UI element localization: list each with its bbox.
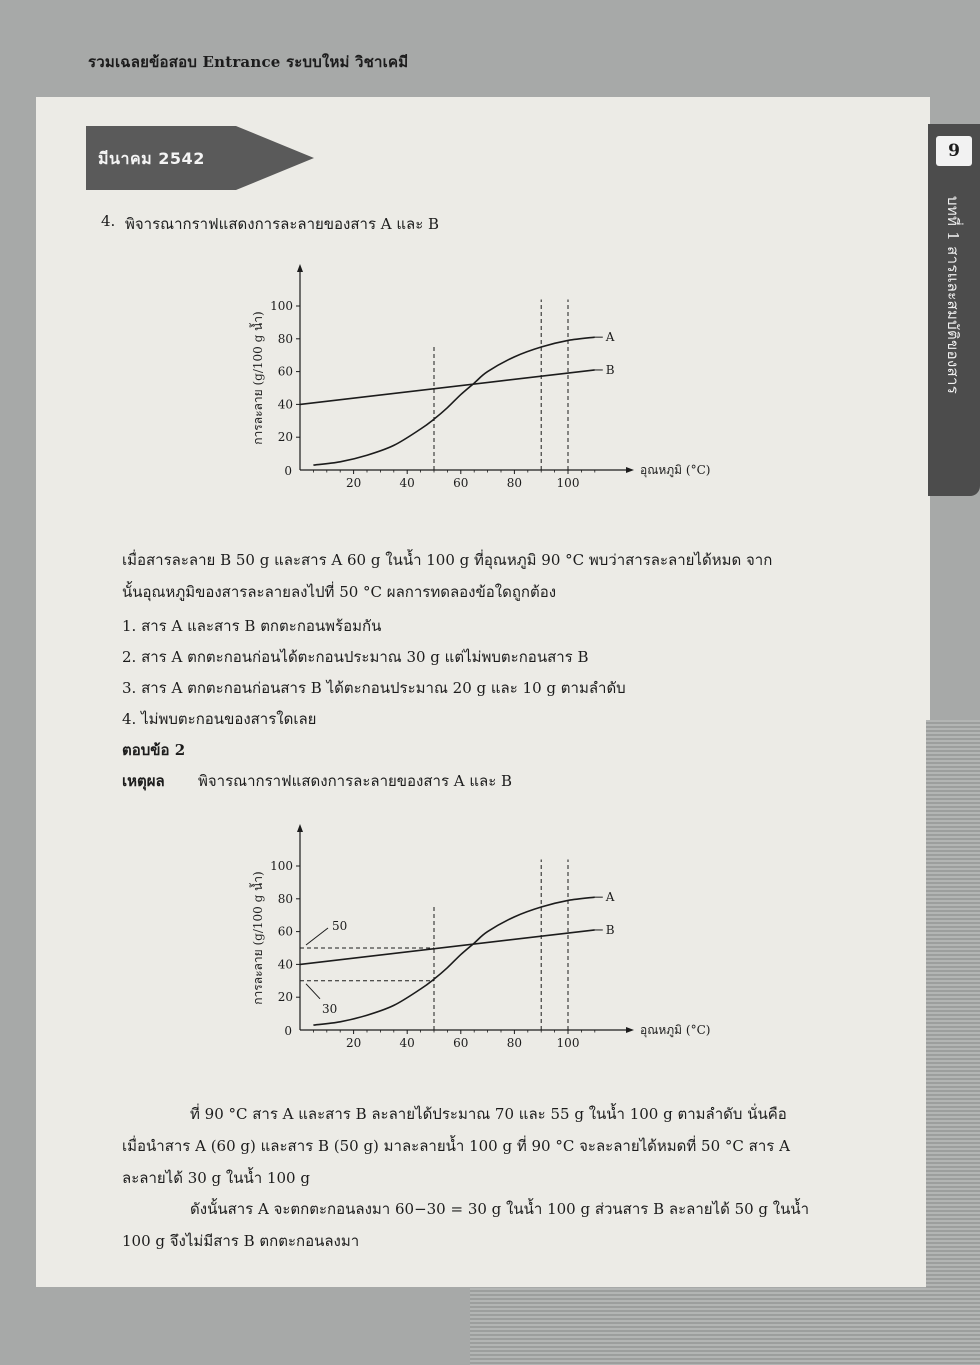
series-line-B <box>300 370 595 404</box>
explanation-line-2: เมื่อนำสาร A (60 g) และสาร B (50 g) มาละลายน้ำ 100 g ที่ 90 °C จะละลายได้หมดที่ 50 °C สาร A <box>122 1137 790 1155</box>
x-axis-arrow <box>626 1027 634 1033</box>
x-tick-label: 20 <box>345 476 362 490</box>
annotation-pointer <box>306 928 328 945</box>
annotation-label-50: 50 <box>332 919 348 933</box>
reason-label: เหตุผล <box>122 772 165 790</box>
question-body-line-2: นั้นอุณหภูมิของสารละลายลงไปที่ 50 °C ผลการทดลองข้อใดถูกต้อง <box>122 583 557 601</box>
y-tick-label: 80 <box>277 331 293 346</box>
page-number: 9 <box>936 136 972 166</box>
section-tag <box>86 126 314 190</box>
question-number: 4. <box>101 212 116 230</box>
y-tick-label: 80 <box>277 891 293 906</box>
running-header: รวมเฉลยข้อสอบ Entrance ระบบใหม่ วิชาเคมี <box>88 53 409 71</box>
choice-1: 1. สาร A และสาร B ตกตะกอนพร้อมกัน <box>122 617 382 635</box>
y-tick-label: 40 <box>277 397 293 412</box>
origin-label: 0 <box>284 1024 292 1038</box>
x-tick-label: 40 <box>399 476 415 490</box>
explanation-line-5: 100 g จึงไม่มีสาร B ตกตะกอนลงมา <box>122 1232 360 1250</box>
y-tick-label: 60 <box>277 924 293 939</box>
series-label-B: B <box>605 922 615 937</box>
explanation-line-4: ดังนั้นสาร A จะตกตะกอนลงมา 60−30 = 30 g ในน้ำ 100 g ส่วนสาร B ละลายได้ 50 g ในน้ำ <box>190 1200 810 1218</box>
series-label-B: B <box>605 362 615 377</box>
x-tick-label: 100 <box>556 1036 580 1050</box>
question-body-line-1: เมื่อสารละลาย B 50 g และสาร A 60 g ในน้ำ 100 g ที่อุณหภูมิ 90 °C พบว่าสารละลายได้หมด จาก <box>122 551 773 569</box>
question-intro: พิจารณากราฟแสดงการละลายของสาร A และ B <box>125 215 440 233</box>
y-axis-arrow <box>297 824 303 832</box>
y-tick-label: 100 <box>270 299 293 313</box>
answer-label: ตอบข้อ 2 <box>122 741 186 759</box>
x-tick-label: 100 <box>556 476 580 490</box>
x-tick-label: 40 <box>399 1036 415 1050</box>
annotation-label-30: 30 <box>322 1001 338 1016</box>
y-tick-label: 40 <box>277 957 293 972</box>
x-axis-title: อุณหภูมิ (°C) <box>640 463 711 477</box>
x-axis-title: อุณหภูมิ (°C) <box>640 1023 711 1037</box>
series-line-A <box>313 337 594 465</box>
x-tick-label: 60 <box>453 1036 469 1050</box>
explanation-line-1: ที่ 90 °C สาร A และสาร B ละลายได้ประมาณ 70 และ 55 g ในน้ำ 100 g ตามลำดับ นั่นคือ <box>190 1105 787 1123</box>
series-line-B <box>300 930 595 964</box>
origin-label: 0 <box>284 464 292 478</box>
explanation-line-3: ละลายได้ 30 g ในน้ำ 100 g <box>122 1169 310 1187</box>
y-tick-label: 20 <box>277 430 293 445</box>
y-axis-arrow <box>297 264 303 272</box>
series-line-A <box>313 897 594 1025</box>
decorative-stripes-right <box>926 720 980 1365</box>
choice-2: 2. สาร A ตกตะกอนก่อนได้ตะกอนประมาณ 30 g แต่ไม่พบตะกอนสาร B <box>122 648 589 666</box>
y-axis-title: การละลาย (g/100 g น้ำ) <box>251 871 265 1005</box>
y-tick-label: 60 <box>277 364 293 379</box>
decorative-stripes-bottom <box>470 1288 980 1365</box>
chapter-title: บทที่ 1 สารและสมบัติของสาร <box>944 196 962 395</box>
x-tick-label: 60 <box>453 476 469 490</box>
x-tick-label: 20 <box>345 1036 362 1050</box>
x-tick-label: 80 <box>506 1036 523 1050</box>
y-tick-label: 100 <box>270 859 293 873</box>
solubility-chart-question <box>236 260 746 490</box>
reason-intro: พิจารณากราฟแสดงการละลายของสาร A และ B <box>198 772 513 790</box>
series-label-A: A <box>605 330 615 345</box>
y-axis-title: การละลาย (g/100 g น้ำ) <box>251 311 265 445</box>
x-tick-label: 80 <box>506 476 523 490</box>
y-tick-label: 20 <box>277 990 293 1005</box>
section-tag-label: มีนาคม 2542 <box>98 149 205 168</box>
annotation-pointer <box>306 984 320 999</box>
x-axis-arrow <box>626 467 634 473</box>
choice-4: 4. ไม่พบตะกอนของสารใดเลย <box>122 710 317 728</box>
solubility-chart-answer <box>236 820 746 1050</box>
series-label-A: A <box>605 890 615 905</box>
choice-3: 3. สาร A ตกตะกอนก่อนสาร B ได้ตะกอนประมาณ 20 g และ 10 g ตามลำดับ <box>122 679 626 697</box>
